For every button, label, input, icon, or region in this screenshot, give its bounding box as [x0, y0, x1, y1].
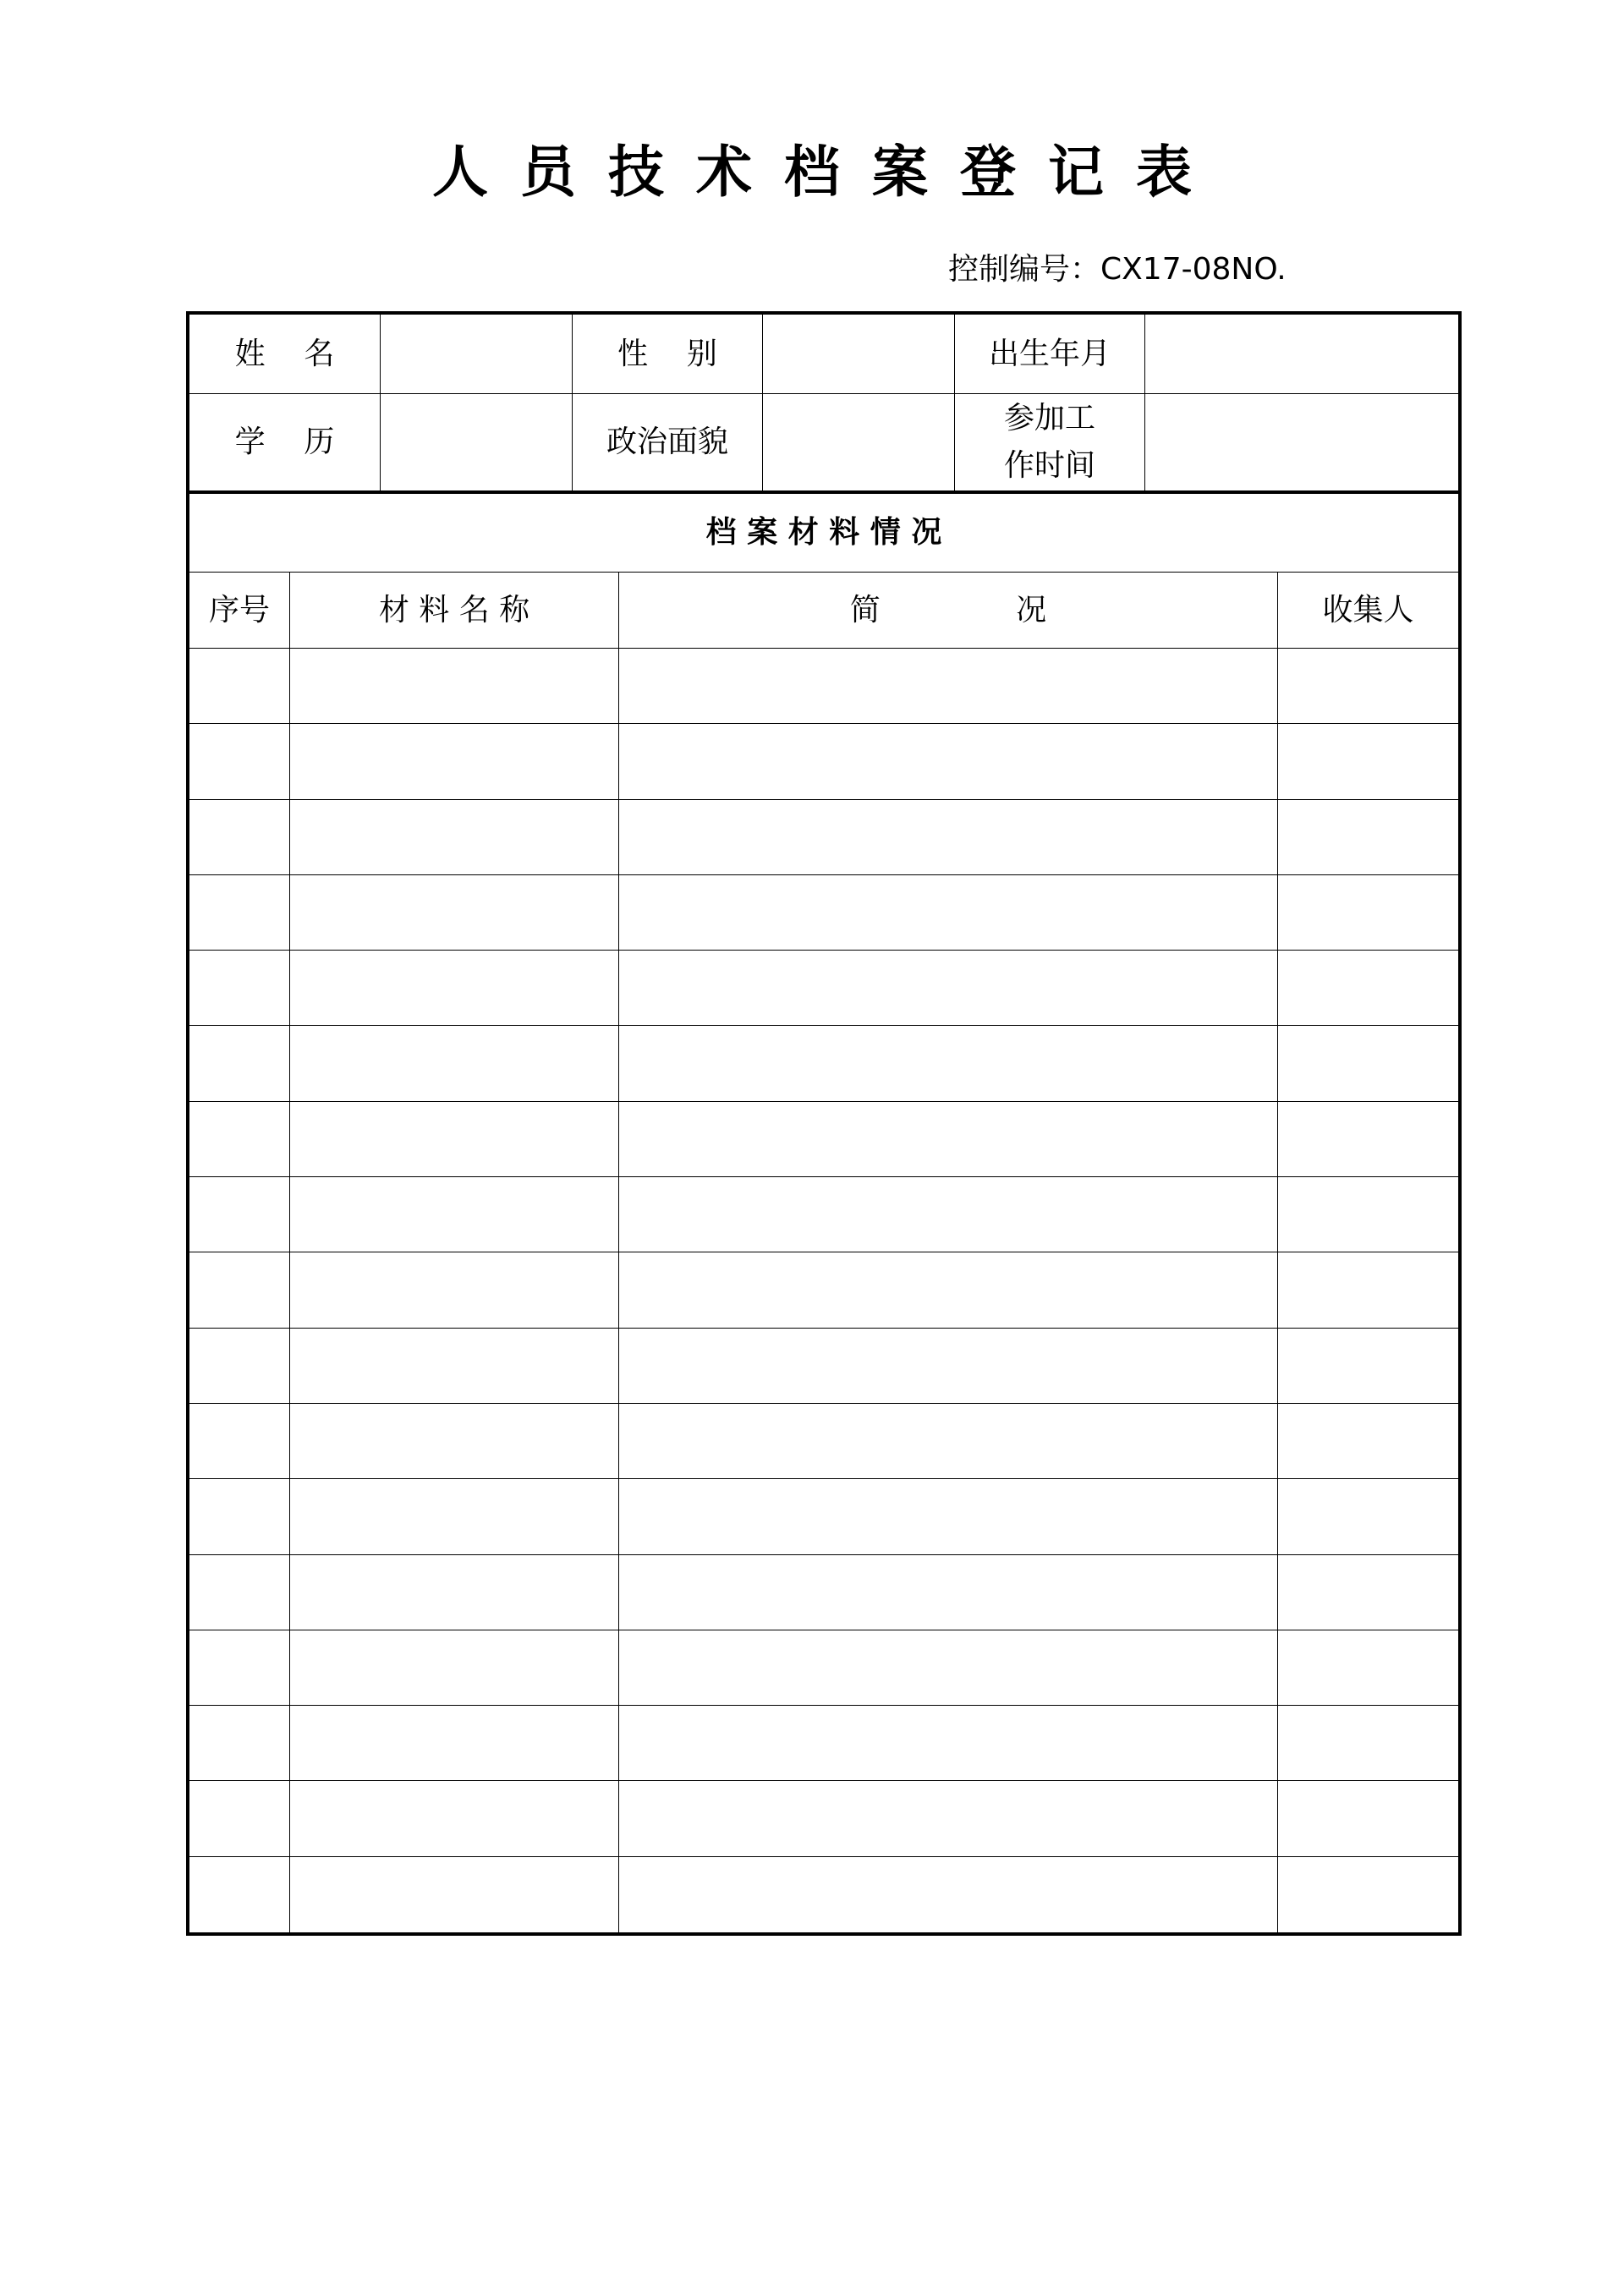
index-cell[interactable]: [189, 1177, 290, 1252]
col-header-collector: 收集人: [1278, 573, 1458, 649]
name-field[interactable]: [381, 315, 573, 394]
collector-cell[interactable]: [1278, 1102, 1458, 1177]
material-name-cell[interactable]: [290, 1177, 619, 1252]
summary-cell[interactable]: [619, 1706, 1278, 1781]
summary-cell[interactable]: [619, 1479, 1278, 1554]
material-name-cell[interactable]: [290, 1781, 619, 1856]
control-number: 控制编号：CX17-08NO.: [948, 252, 1287, 287]
record-table: [186, 311, 1462, 1936]
collector-cell[interactable]: [1278, 1706, 1458, 1781]
collector-cell[interactable]: [1278, 1329, 1458, 1404]
material-name-cell[interactable]: [290, 1555, 619, 1630]
material-name-cell[interactable]: [290, 875, 619, 951]
material-name-cell[interactable]: [290, 724, 619, 799]
material-name-cell[interactable]: [290, 649, 619, 724]
index-cell[interactable]: [189, 951, 290, 1026]
material-name-cell[interactable]: [290, 1630, 619, 1706]
collector-cell[interactable]: [1278, 649, 1458, 724]
section-title: 档 案 材 料 情 况: [189, 494, 1458, 573]
index-cell[interactable]: [189, 1026, 290, 1101]
summary-cell[interactable]: [619, 649, 1278, 724]
index-cell[interactable]: [189, 1404, 290, 1479]
index-cell[interactable]: [189, 1630, 290, 1706]
summary-cell[interactable]: [619, 1177, 1278, 1252]
material-name-cell[interactable]: [290, 1252, 619, 1328]
index-cell[interactable]: [189, 800, 290, 875]
material-name-cell[interactable]: [290, 951, 619, 1026]
index-cell[interactable]: [189, 1329, 290, 1404]
summary-cell[interactable]: [619, 1102, 1278, 1177]
index-cell[interactable]: [189, 1102, 290, 1177]
material-name-cell[interactable]: [290, 1857, 619, 1932]
gender-label: 性 别: [573, 315, 763, 394]
summary-cell[interactable]: [619, 800, 1278, 875]
index-cell[interactable]: [189, 1479, 290, 1554]
form-title: 人员技术档案登记表: [432, 140, 1224, 205]
col-header-material-name: 材 料 名 称: [290, 573, 619, 649]
collector-cell[interactable]: [1278, 1252, 1458, 1328]
collector-cell[interactable]: [1278, 1555, 1458, 1630]
col-header-summary: 简 况: [619, 573, 1278, 649]
material-name-cell[interactable]: [290, 1329, 619, 1404]
work-start-field[interactable]: [1145, 394, 1458, 494]
index-cell[interactable]: [189, 724, 290, 799]
collector-cell[interactable]: [1278, 875, 1458, 951]
index-cell[interactable]: [189, 875, 290, 951]
birth-field[interactable]: [1145, 315, 1458, 394]
index-cell[interactable]: [189, 1781, 290, 1856]
collector-cell[interactable]: [1278, 1630, 1458, 1706]
name-label: 姓 名: [189, 315, 381, 394]
material-name-cell[interactable]: [290, 800, 619, 875]
summary-cell[interactable]: [619, 1630, 1278, 1706]
summary-cell[interactable]: [619, 1329, 1278, 1404]
material-name-cell[interactable]: [290, 1706, 619, 1781]
index-cell[interactable]: [189, 1857, 290, 1932]
collector-cell[interactable]: [1278, 800, 1458, 875]
collector-cell[interactable]: [1278, 1781, 1458, 1856]
summary-cell[interactable]: [619, 724, 1278, 799]
summary-cell[interactable]: [619, 1857, 1278, 1932]
summary-cell[interactable]: [619, 1026, 1278, 1101]
gender-field[interactable]: [763, 315, 955, 394]
collector-cell[interactable]: [1278, 1479, 1458, 1554]
summary-cell[interactable]: [619, 875, 1278, 951]
summary-cell[interactable]: [619, 1252, 1278, 1328]
index-cell[interactable]: [189, 1555, 290, 1630]
political-field[interactable]: [763, 394, 955, 494]
political-label: 政治面貌: [573, 394, 763, 494]
summary-cell[interactable]: [619, 1781, 1278, 1856]
birth-label: 出生年月: [955, 315, 1145, 394]
index-cell[interactable]: [189, 1252, 290, 1328]
summary-cell[interactable]: [619, 951, 1278, 1026]
index-cell[interactable]: [189, 649, 290, 724]
collector-cell[interactable]: [1278, 1857, 1458, 1932]
col-header-index: 序号: [189, 573, 290, 649]
summary-cell[interactable]: [619, 1404, 1278, 1479]
education-label: 学 历: [189, 394, 381, 494]
material-name-cell[interactable]: [290, 1404, 619, 1479]
education-field[interactable]: [381, 394, 573, 494]
index-cell[interactable]: [189, 1706, 290, 1781]
collector-cell[interactable]: [1278, 1404, 1458, 1479]
material-name-cell[interactable]: [290, 1102, 619, 1177]
material-name-cell[interactable]: [290, 1026, 619, 1101]
work-start-label: 参加工 作时间: [955, 394, 1145, 494]
collector-cell[interactable]: [1278, 1177, 1458, 1252]
collector-cell[interactable]: [1278, 951, 1458, 1026]
collector-cell[interactable]: [1278, 1026, 1458, 1101]
material-name-cell[interactable]: [290, 1479, 619, 1554]
collector-cell[interactable]: [1278, 724, 1458, 799]
summary-cell[interactable]: [619, 1555, 1278, 1630]
